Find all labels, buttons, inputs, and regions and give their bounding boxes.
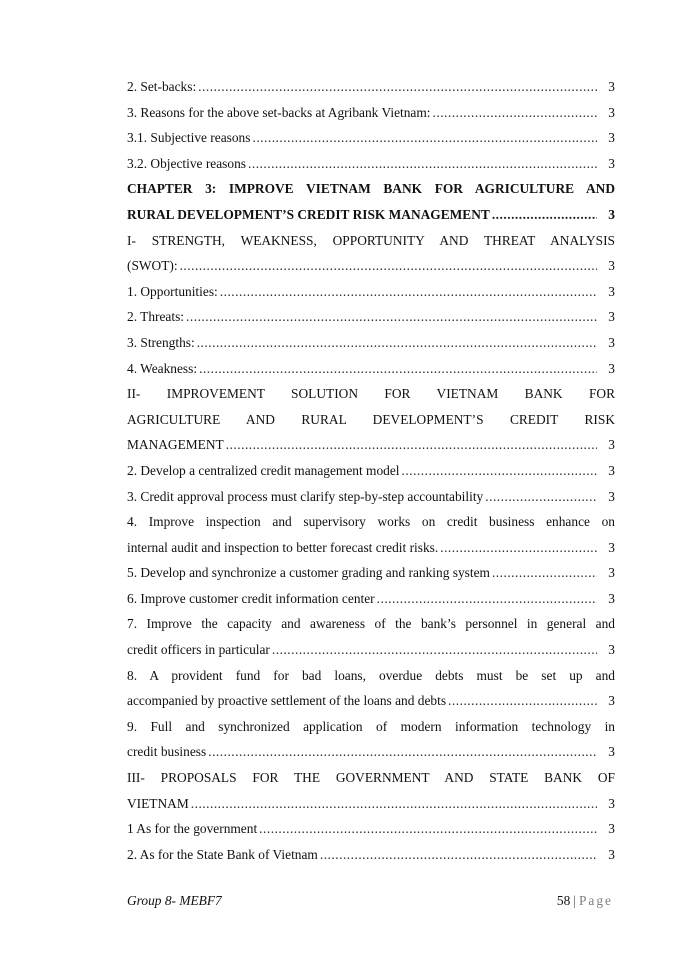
toc-dot-leader (485, 489, 597, 505)
toc-dot-leader (226, 437, 597, 453)
toc-dot-leader (180, 258, 597, 274)
toc-entry-text: 3. Credit approval process must clarify step-by-step accountability (127, 488, 484, 504)
toc-entry-text: internal audit and inspection to better forecast credit risks. (127, 539, 439, 555)
toc-dot-leader (492, 207, 597, 223)
toc-dot-leader (440, 540, 597, 556)
toc-entry-text: 4. Weakness: (127, 360, 198, 376)
toc-entry-text: 1 As for the government (127, 821, 258, 837)
toc-page-number: 3 (608, 360, 615, 376)
toc-entry[interactable] (127, 847, 615, 873)
toc-entry-wrap[interactable]: 7. Improve the capacity and awareness of the bank’s personnel in general and (127, 616, 615, 632)
toc-entry-wrap[interactable]: 8. A provident fund for bad loans, overdue debts must be set up and (127, 667, 615, 683)
toc-page-number: 3 (608, 130, 615, 146)
toc-page-number: 3 (608, 206, 615, 222)
table-of-contents (127, 79, 615, 872)
toc-dot-leader (198, 79, 597, 95)
toc-entry-text: 2. Develop a centralized credit management model (127, 462, 400, 478)
toc-entry-text: 3. Strengths: (127, 334, 195, 350)
toc-entry[interactable] (127, 105, 615, 131)
toc-page-number: 3 (608, 488, 615, 504)
toc-entry[interactable] (127, 642, 615, 668)
toc-dot-leader (248, 156, 597, 172)
toc-dot-leader (272, 642, 597, 658)
toc-entry[interactable] (127, 744, 615, 770)
toc-entry-text: 2. Set-backs: (127, 79, 197, 94)
toc-entry[interactable] (127, 565, 615, 591)
toc-dot-leader (433, 105, 597, 121)
toc-entry-wrap[interactable]: 9. Full and synchronized application of modern information technology in (127, 718, 615, 734)
toc-dot-leader (197, 335, 597, 351)
toc-page-number: 3 (608, 462, 615, 478)
toc-entry-text: 2. Threats: (127, 309, 185, 325)
toc-section-heading[interactable]: AGRICULTURE AND RURAL DEVELOPMENT’S CREDIT RISK (127, 411, 615, 427)
toc-page-number: 3 (608, 437, 615, 453)
toc-page-number: 3 (608, 846, 615, 862)
toc-page-number: 3 (608, 334, 615, 350)
toc-entry[interactable] (127, 361, 615, 387)
toc-dot-leader (220, 284, 597, 300)
toc-entry-wrap[interactable]: 4. Improve inspection and supervisory works on credit business enhance on (127, 514, 615, 530)
toc-page-number: 3 (608, 309, 615, 325)
toc-entry[interactable] (127, 540, 615, 566)
toc-dot-leader (320, 847, 597, 863)
toc-entry-text: 3.1. Subjective reasons (127, 130, 251, 146)
toc-dot-leader (448, 693, 597, 709)
toc-entry-text: 1. Opportunities: (127, 283, 218, 299)
toc-page-number: 3 (608, 642, 615, 658)
toc-entry-text: 3.2. Objective reasons (127, 155, 246, 171)
toc-section-heading[interactable]: I- STRENGTH, WEAKNESS, OPPORTUNITY AND THREAT ANALYSIS (127, 232, 615, 248)
toc-page-number: 3 (608, 104, 615, 120)
toc-section-heading-end[interactable] (127, 258, 615, 284)
toc-entry[interactable] (127, 591, 615, 617)
toc-page-number: 3 (608, 258, 615, 274)
toc-entry[interactable] (127, 284, 615, 310)
toc-section-heading[interactable]: III- PROPOSALS FOR THE GOVERNMENT AND STATE BANK OF (127, 770, 615, 786)
toc-entry-text: RURAL DEVELOPMENT’S CREDIT RISK MANAGEMENT (127, 206, 490, 222)
toc-entry-text: VIETNAM (127, 795, 189, 811)
toc-page-number: 3 (608, 590, 615, 606)
toc-page-number: 3 (608, 283, 615, 299)
toc-entry-text: 6. Improve customer credit information center (127, 590, 375, 606)
toc-dot-leader (402, 463, 597, 479)
toc-entry-text: 2. As for the State Bank of Vietnam (127, 846, 318, 862)
toc-entry[interactable] (127, 130, 615, 156)
toc-dot-leader (208, 744, 597, 760)
toc-entry[interactable] (127, 821, 615, 847)
toc-entry[interactable] (127, 156, 615, 182)
toc-section-heading-end[interactable] (127, 796, 615, 822)
toc-entry[interactable] (127, 335, 615, 361)
toc-section-heading[interactable]: II- IMPROVEMENT SOLUTION FOR VIETNAM BANK FOR (127, 386, 615, 402)
toc-entry[interactable] (127, 463, 615, 489)
footer-page-label: Page (578, 893, 613, 908)
toc-entry[interactable] (127, 693, 615, 719)
toc-page-number: 3 (608, 155, 615, 171)
toc-entry-text: 5. Develop and synchronize a customer grading and ranking system (127, 565, 490, 581)
toc-entry-text: credit business (127, 744, 207, 760)
toc-chapter-heading[interactable]: CHAPTER 3: IMPROVE VIETNAM BANK FOR AGRICULTURE AND (127, 181, 615, 197)
toc-dot-leader (199, 361, 597, 377)
toc-entry-text: accompanied by proactive settlement of the loans and debts (127, 693, 447, 709)
toc-entry-text: (SWOT): (127, 258, 178, 274)
toc-page-number: 3 (608, 744, 615, 760)
toc-dot-leader (492, 565, 597, 581)
toc-dot-leader (259, 821, 597, 837)
toc-dot-leader (252, 130, 597, 146)
toc-section-heading-end[interactable] (127, 437, 615, 463)
toc-page-number: 3 (608, 821, 615, 837)
toc-page-number: 3 (608, 79, 615, 94)
toc-entry-text: credit officers in particular (127, 642, 270, 658)
footer-separator: | (573, 893, 576, 908)
toc-page-number: 3 (608, 565, 615, 581)
toc-entry[interactable] (127, 489, 615, 515)
toc-entry-text: 3. Reasons for the above set-backs at Agribank Vietnam: (127, 104, 431, 120)
toc-page-number: 3 (608, 795, 615, 811)
toc-page-number: 3 (608, 539, 615, 555)
toc-entry[interactable] (127, 79, 615, 105)
footer-page-number: 58 (556, 893, 571, 908)
toc-dot-leader (186, 309, 597, 325)
toc-dot-leader (377, 591, 597, 607)
toc-entry[interactable] (127, 309, 615, 335)
toc-chapter-heading-end[interactable] (127, 207, 615, 233)
toc-page-number: 3 (608, 693, 615, 709)
footer-group-label: Group 8- MEBF7 (127, 893, 222, 908)
toc-entry-text: MANAGEMENT (127, 437, 224, 453)
footer-page-indicator (557, 893, 613, 909)
toc-dot-leader (191, 796, 597, 812)
